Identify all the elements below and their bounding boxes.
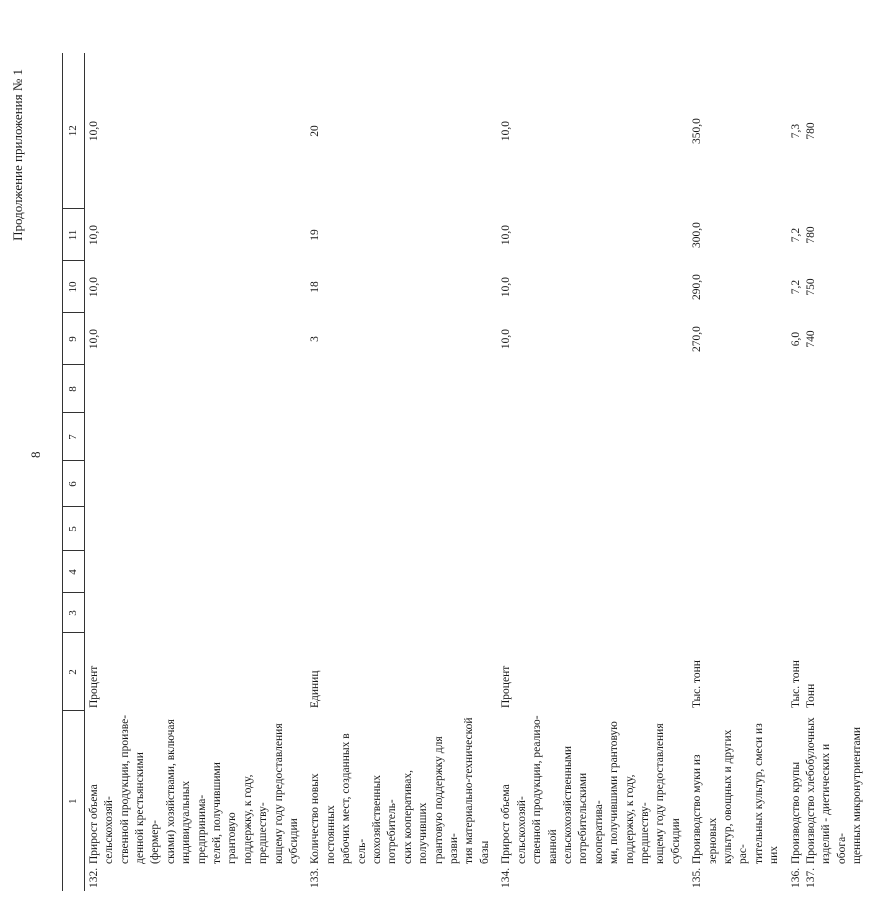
- unit-line: Тыс. тонн: [691, 660, 704, 708]
- value-line: 10,0: [500, 328, 513, 350]
- table-row: [84, 53, 306, 891]
- header-cell: 3: [63, 593, 85, 633]
- value-line: 740: [805, 330, 818, 348]
- value-c8: [497, 365, 688, 413]
- indicator-name-line: поддержку, к году, предшеству-: [241, 774, 270, 864]
- value-c5: [306, 507, 497, 551]
- value-c12: [84, 53, 306, 209]
- header-cell: 7: [63, 413, 85, 461]
- value-c8: [306, 365, 497, 413]
- indicator-name-line: потребительскими кооператива-: [577, 772, 605, 864]
- value-c6: [306, 461, 497, 507]
- indicator-name-line: грантовую поддержку для разви-: [432, 736, 461, 864]
- value-line: 10,0: [500, 276, 513, 298]
- header-cell: 9: [63, 313, 85, 365]
- unit-line: Тыс. тонн: [789, 660, 802, 708]
- value-c4: [787, 551, 870, 593]
- value-line: 350,0: [691, 118, 704, 144]
- value-c3: [688, 593, 786, 633]
- value-line: 10,0: [87, 276, 100, 298]
- header-row: [63, 53, 85, 891]
- row-number: 133.: [309, 867, 322, 888]
- row-number: 136. 137.: [789, 867, 818, 888]
- header-cell: 2: [63, 633, 85, 711]
- unit-line: Тонн: [805, 683, 818, 708]
- value-c8: [787, 365, 870, 413]
- indicator-name-line: базы: [478, 840, 491, 864]
- indicator-name-line: Прирост объема сельскохозяй-: [500, 784, 528, 864]
- value-c11: [497, 209, 688, 261]
- value-c11: [306, 209, 497, 261]
- indicator-name-line: ванной сельскохозяйственными: [546, 745, 574, 864]
- value-c4: [497, 551, 688, 593]
- value-line: 10,0: [500, 224, 513, 246]
- value-c10: [497, 261, 688, 313]
- value-c9: [84, 313, 306, 365]
- value-c4: [84, 551, 306, 593]
- appendix-caption: Продолжение приложения № 1: [10, 69, 25, 241]
- unit-of-measure: [84, 633, 306, 711]
- unit-line: Процент: [87, 665, 100, 708]
- table-body: [84, 53, 869, 891]
- indicator-name-line: Прирост объема сельскохозяй-: [87, 784, 116, 864]
- header-cell: 1: [63, 711, 85, 891]
- unit-of-measure: [497, 633, 688, 711]
- indicator-name: [497, 711, 688, 867]
- row-number: 134.: [500, 867, 513, 888]
- value-c7: [306, 413, 497, 461]
- indicator-name: [306, 711, 497, 867]
- indicator-table: [62, 53, 870, 891]
- header-cell: 10: [63, 261, 85, 313]
- row-number: 132.: [87, 867, 100, 888]
- indicator-name-line: субсидии: [669, 818, 682, 864]
- value-c3: [787, 593, 870, 633]
- unit-line: Единиц: [309, 670, 322, 708]
- value-line: 10,0: [500, 120, 513, 142]
- value-line: 7,2: [789, 279, 802, 295]
- value-line: 750: [805, 278, 818, 296]
- value-c6: [787, 461, 870, 507]
- value-line: 18: [309, 281, 322, 293]
- value-c11: [84, 209, 306, 261]
- value-c9: [787, 313, 870, 365]
- indicator-name-line: ственной продукции, произве-: [118, 714, 131, 864]
- indicator-name-line: культур, овощных и других рас-: [721, 729, 750, 864]
- indicator-name-line: ственной продукции, реализо-: [531, 715, 544, 864]
- indicator-name-line: ющему году предоставления: [654, 723, 667, 864]
- value-line: 780: [805, 122, 818, 140]
- value-line: 10,0: [87, 120, 100, 142]
- indicator-name-line: ющему году предоставления: [272, 723, 285, 864]
- indicator-name-line: ми, получившими грантовую: [608, 721, 621, 864]
- header-cell: 6: [63, 461, 85, 507]
- value-c12: [688, 53, 786, 209]
- indicator-name-line: Производство крупы: [789, 761, 802, 864]
- value-c7: [497, 413, 688, 461]
- value-line: 7,2: [789, 227, 802, 243]
- indicator-name-line: изделий - диетических и обога-: [820, 743, 848, 864]
- value-c5: [497, 507, 688, 551]
- value-c8: [84, 365, 306, 413]
- value-c6: [688, 461, 786, 507]
- table-row: [306, 53, 497, 891]
- value-c7: [84, 413, 306, 461]
- indicator-name-line: индивидуальных предпринима-: [180, 780, 208, 864]
- header-cell: 4: [63, 551, 85, 593]
- page-number: 8: [28, 451, 43, 458]
- value-line: 10,0: [87, 224, 100, 246]
- value-c12: [497, 53, 688, 209]
- indicator-name-line: Производство муки из зерновых: [691, 754, 719, 864]
- value-line: 7,3: [789, 123, 802, 139]
- unit-line: Процент: [500, 665, 513, 708]
- value-line: 300,0: [691, 222, 704, 248]
- value-c11: [688, 209, 786, 261]
- value-c12: [787, 53, 870, 209]
- header-cell: 12: [63, 53, 85, 209]
- value-c5: [787, 507, 870, 551]
- indicator-name-line: ских кооперативах, получивших: [401, 770, 430, 864]
- value-c7: [688, 413, 786, 461]
- indicator-name-line: телей, получившими грантовую: [210, 762, 239, 864]
- header-cell: 5: [63, 507, 85, 551]
- indicator-name: [787, 711, 870, 867]
- value-c6: [84, 461, 306, 507]
- value-line: 270,0: [691, 326, 704, 352]
- row-number: 135.: [691, 867, 704, 888]
- value-c10: [688, 261, 786, 313]
- indicator-name-line: поддержку, к году, предшеству-: [623, 774, 651, 864]
- indicator-name: [688, 711, 786, 867]
- value-line: 19: [309, 229, 322, 241]
- value-line: 3: [309, 336, 322, 342]
- value-c9: [688, 313, 786, 365]
- value-c5: [84, 507, 306, 551]
- value-c4: [306, 551, 497, 593]
- indicator-name-line: денной крестьянскими (фермер-: [133, 752, 162, 864]
- value-c7: [787, 413, 870, 461]
- indicator-name-line: субсидии: [288, 818, 301, 864]
- value-c9: [306, 313, 497, 365]
- unit-of-measure: [787, 633, 870, 711]
- value-c3: [497, 593, 688, 633]
- indicator-name-line: Количество новых постоянных: [309, 773, 337, 864]
- table-row: [688, 53, 786, 891]
- value-line: 20: [309, 125, 322, 137]
- rotated-sheet: [0, 43, 864, 905]
- indicator-name-line: тительных культур, смеси из них: [752, 723, 781, 864]
- value-c6: [497, 461, 688, 507]
- indicator-name-line: щенных микронутриентами: [851, 726, 864, 864]
- value-c10: [787, 261, 870, 313]
- value-line: 780: [805, 226, 818, 244]
- indicator-name-line: скохозяйственных потребитель-: [371, 774, 399, 864]
- header-cell: 11: [63, 209, 85, 261]
- indicator-name: [84, 711, 306, 867]
- indicator-name-line: скими) хозяйствами, включая: [164, 719, 177, 864]
- indicator-name-line: тия материально-технической: [463, 717, 476, 864]
- value-c4: [688, 551, 786, 593]
- value-line: 10,0: [87, 328, 100, 350]
- table-row: [497, 53, 688, 891]
- value-c3: [84, 593, 306, 633]
- header-cell: 8: [63, 365, 85, 413]
- indicator-name-line: Производство хлебобулочных: [805, 717, 818, 864]
- indicator-name-line: рабочих мест, созданных в сель-: [340, 733, 368, 864]
- value-c11: [787, 209, 870, 261]
- table-row: [787, 53, 870, 891]
- value-c12: [306, 53, 497, 209]
- value-c3: [306, 593, 497, 633]
- value-c9: [497, 313, 688, 365]
- value-line: 290,0: [691, 274, 704, 300]
- value-c5: [688, 507, 786, 551]
- value-line: 6,0: [789, 331, 802, 347]
- value-c10: [306, 261, 497, 313]
- unit-of-measure: [688, 633, 786, 711]
- value-c10: [84, 261, 306, 313]
- value-c8: [688, 365, 786, 413]
- unit-of-measure: [306, 633, 497, 711]
